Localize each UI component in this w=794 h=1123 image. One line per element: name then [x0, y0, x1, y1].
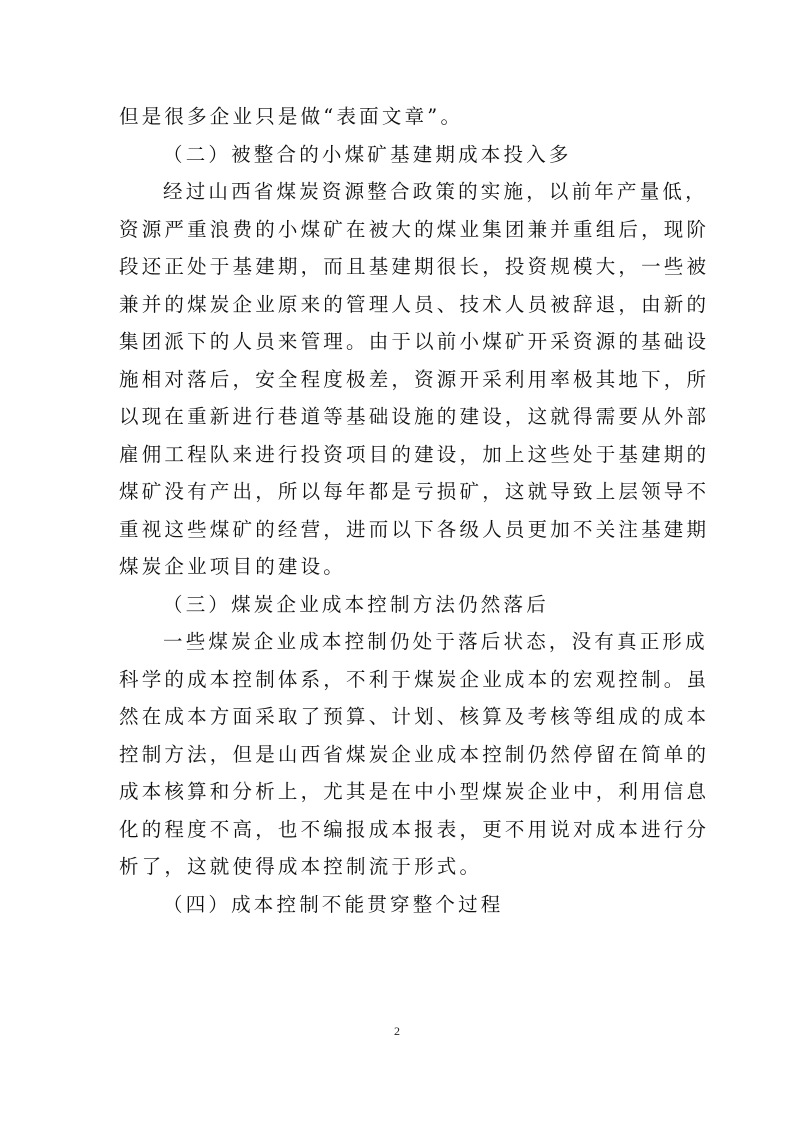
text-line: 集团派下的人员来管理。由于以前小煤矿开采资源的基础设 — [119, 330, 710, 353]
text-line: 雇佣工程队来进行投资项目的建设，加上这些处于基建期的 — [119, 442, 710, 466]
paragraph-first-line: 经过山西省煤炭资源整合政策的实施，以前年产量低， — [163, 180, 708, 203]
text-line: 然在成本方面采取了预算、计划、核算及考核等组成的成本 — [119, 705, 710, 728]
text-line: 段还正处于基建期，而且基建期很长，投资规模大，一些被 — [119, 255, 710, 278]
text-line: 化的程度不高，也不编报成本报表，更不用说对成本进行分 — [119, 817, 710, 841]
section-heading: （四）成本控制不能贯穿整个过程 — [163, 892, 504, 916]
text-line: 析了，这就使得成本控制流于形式。 — [119, 855, 483, 878]
text-line: 煤炭企业项目的建设。 — [119, 555, 347, 578]
text-line: 施相对落后，安全程度极差，资源开采利用率极其地下，所 — [119, 367, 710, 391]
paragraph-first-line: 一些煤炭企业成本控制仍处于落后状态，没有真正形成 — [163, 630, 708, 653]
text-line: 煤矿没有产出，所以每年都是亏损矿，这就导致上层领导不 — [119, 480, 710, 503]
page-number: 2 — [394, 1024, 400, 1038]
text-line: 成本核算和分析上，尤其是在中小型煤炭企业中，利用信息 — [119, 780, 710, 803]
section-heading: （二）被整合的小煤矿基建期成本投入多 — [163, 142, 572, 166]
text-line: 控制方法，但是山西省煤炭企业成本控制仍然停留在简单的 — [119, 742, 710, 766]
text-line: 科学的成本控制体系，不利于煤炭企业成本的宏观控制。虽 — [119, 667, 710, 691]
text-line: 但是很多企业只是做“表面文章”。 — [119, 105, 464, 128]
text-line: 资源严重浪费的小煤矿在被大的煤业集团兼并重组后，现阶 — [119, 217, 710, 241]
body-text — [119, 98, 710, 923]
section-heading: （三）煤炭企业成本控制方法仍然落后 — [163, 592, 549, 616]
text-line: 兼并的煤炭企业原来的管理人员、技术人员被辞退，由新的 — [119, 292, 710, 316]
text-line: 以现在重新进行巷道等基础设施的建设，这就得需要从外部 — [119, 405, 710, 428]
text-line: 重视这些煤矿的经营，进而以下各级人员更加不关注基建期 — [119, 517, 710, 541]
